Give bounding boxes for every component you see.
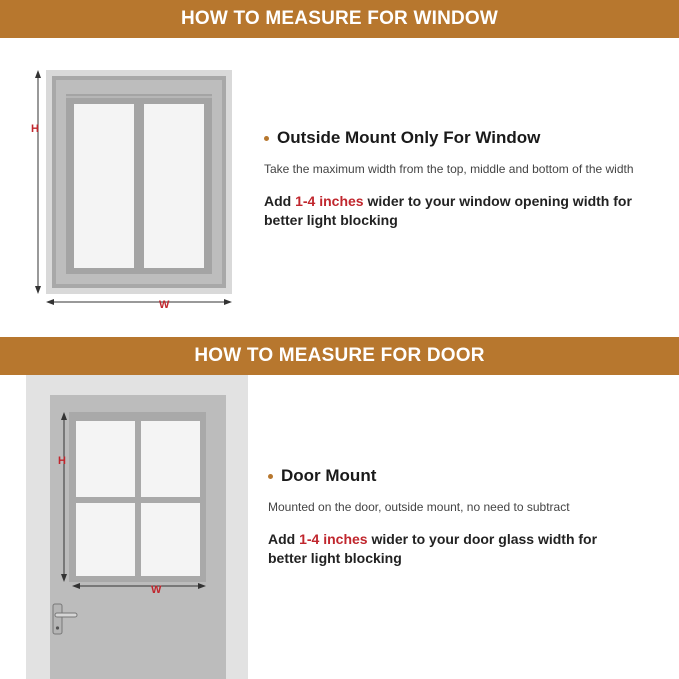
door-note-suffix: wider to your door glass width for better light blocking	[268, 531, 598, 566]
door-width-label: W	[151, 584, 162, 596]
door-heading	[268, 466, 668, 486]
door-note-highlight: 1-4 inches	[299, 531, 368, 547]
door-info	[268, 466, 668, 568]
door-pane-top-right	[141, 421, 200, 497]
window-note-suffix: wider to your window opening width for better light blocking	[264, 193, 632, 228]
window-note	[264, 192, 649, 230]
door-description: Mounted on the door, outside mount, no need to subtract	[268, 500, 570, 514]
door-banner	[0, 337, 679, 375]
door-pane-bottom-left	[76, 503, 135, 576]
window-note-highlight: 1-4 inches	[295, 193, 364, 209]
door-banner-title: HOW TO MEASURE FOR DOOR	[194, 345, 485, 366]
window-info	[264, 128, 664, 230]
window-height-arrow	[35, 70, 41, 294]
window-banner-title: HOW TO MEASURE FOR WINDOW	[180, 8, 499, 29]
window-pane-right	[144, 104, 204, 268]
window-heading	[264, 128, 664, 148]
door-note	[268, 530, 628, 568]
door-heading-text: Door Mount	[281, 466, 377, 485]
door-height-label: H	[58, 455, 66, 467]
door-pane-bottom-right	[141, 503, 200, 576]
door-pane-top-left	[76, 421, 135, 497]
window-width-label: W	[159, 299, 170, 311]
window-description: Take the maximum width from the top, middle and bottom of the width	[264, 162, 634, 176]
bullet-icon	[264, 136, 269, 141]
window-note-prefix: Add	[264, 193, 296, 209]
bullet-icon	[268, 474, 273, 479]
door-note-prefix: Add	[268, 531, 300, 547]
window-height-label: H	[31, 123, 39, 135]
window-width-arrow	[46, 299, 232, 305]
window-heading-text: Outside Mount Only For Window	[277, 128, 541, 147]
window-pane-left	[74, 104, 134, 268]
